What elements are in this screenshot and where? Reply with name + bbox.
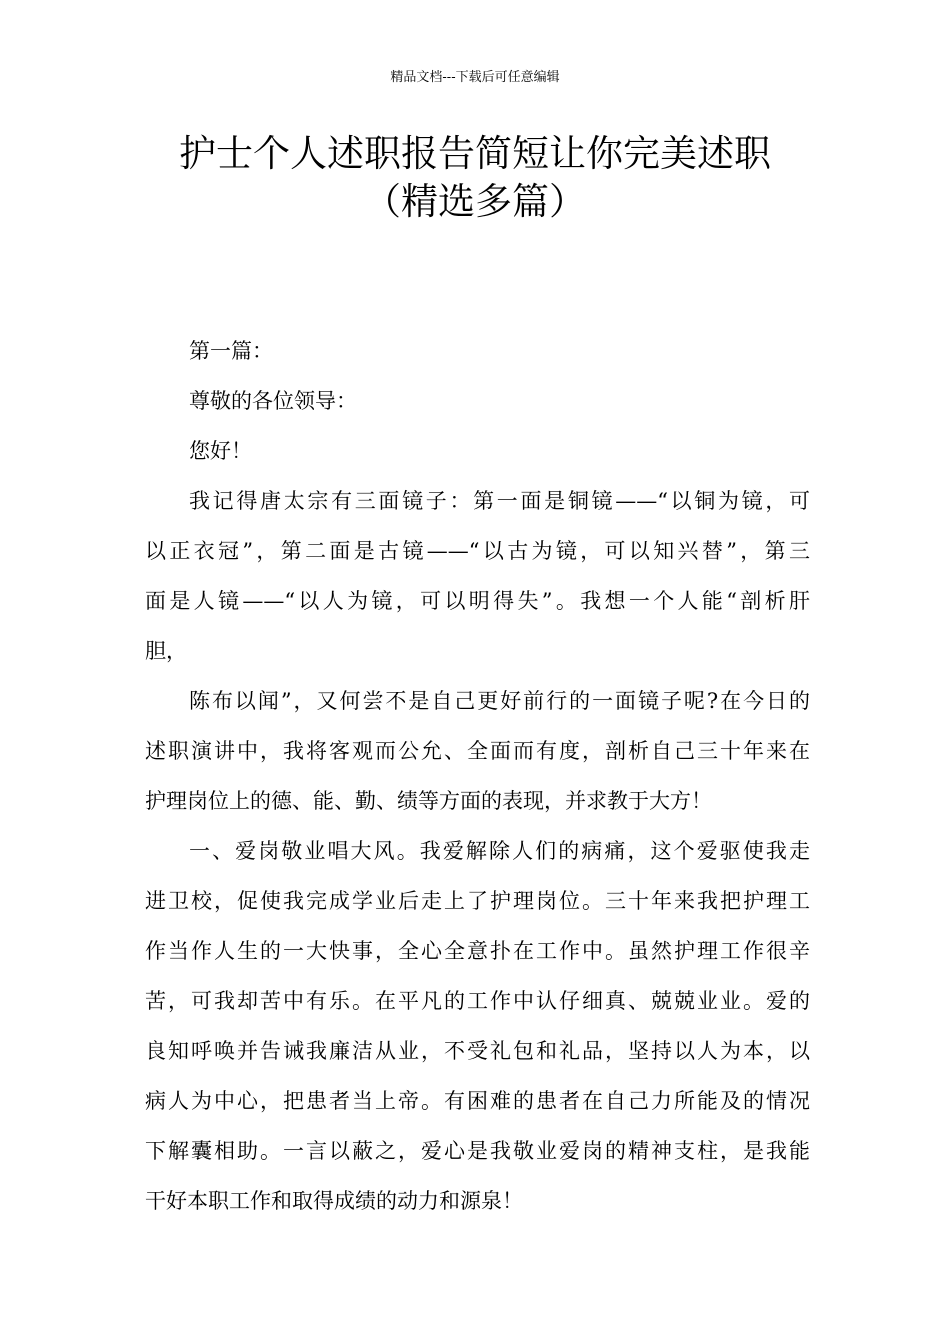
paragraph-line: 陈布以闻”，又何尝不是自己更好前行的一面镜子呢?在今日的 <box>189 689 810 713</box>
greeting: 您好！ <box>189 439 252 463</box>
paragraph-line: 干好本职工作和取得成绩的动力和源泉！ <box>145 1189 523 1213</box>
document-title-line-1: 护士个人述职报告简短让你完美述职 <box>179 132 771 175</box>
paragraph-line: 下解囊相助。一言以蔽之，爱心是我敬业爱岗的精神支柱，是我能 <box>145 1139 810 1163</box>
salutation: 尊敬的各位领导： <box>189 389 357 413</box>
document-title-line-2: （精选多篇） <box>364 180 586 223</box>
paragraph-line: 我记得唐太宗有三面镜子：第一面是铜镜——“以铜为镜，可 <box>189 489 810 513</box>
page-header-note: 精品文档---下载后可任意编辑 <box>390 70 560 85</box>
paragraph-line: 胆， <box>145 639 187 663</box>
section-label: 第一篇： <box>189 339 273 363</box>
paragraph-line: 一、爱岗敬业唱大风。我爱解除人们的病痛，这个爱驱使我走 <box>189 839 810 863</box>
paragraph-line: 病人为中心，把患者当上帝。有困难的患者在自己力所能及的情况 <box>145 1089 810 1113</box>
paragraph-line: 述职演讲中，我将客观而公允、全面而有度，剖析自己三十年来在 <box>145 739 810 763</box>
paragraph-line: 进卫校，促使我完成学业后走上了护理岗位。三十年来我把护理工 <box>145 889 810 913</box>
paragraph-line: 苦，可我却苦中有乐。在平凡的工作中认仔细真、兢兢业业。爱的 <box>145 989 810 1013</box>
paragraph-line: 面是人镜——“以人为镜，可以明得失”。我想一个人能“剖析肝 <box>145 589 810 613</box>
paragraph-line: 良知呼唤并告诫我廉洁从业，不受礼包和礼品，坚持以人为本，以 <box>145 1039 810 1063</box>
paragraph-line: 护理岗位上的德、能、勤、绩等方面的表现，并求教于大方！ <box>145 789 712 813</box>
paragraph-line: 作当作人生的一大快事，全心全意扑在工作中。虽然护理工作很辛 <box>145 939 810 963</box>
paragraph-line: 以正衣冠”，第二面是古镜——“以古为镜，可以知兴替”，第三 <box>145 539 810 563</box>
